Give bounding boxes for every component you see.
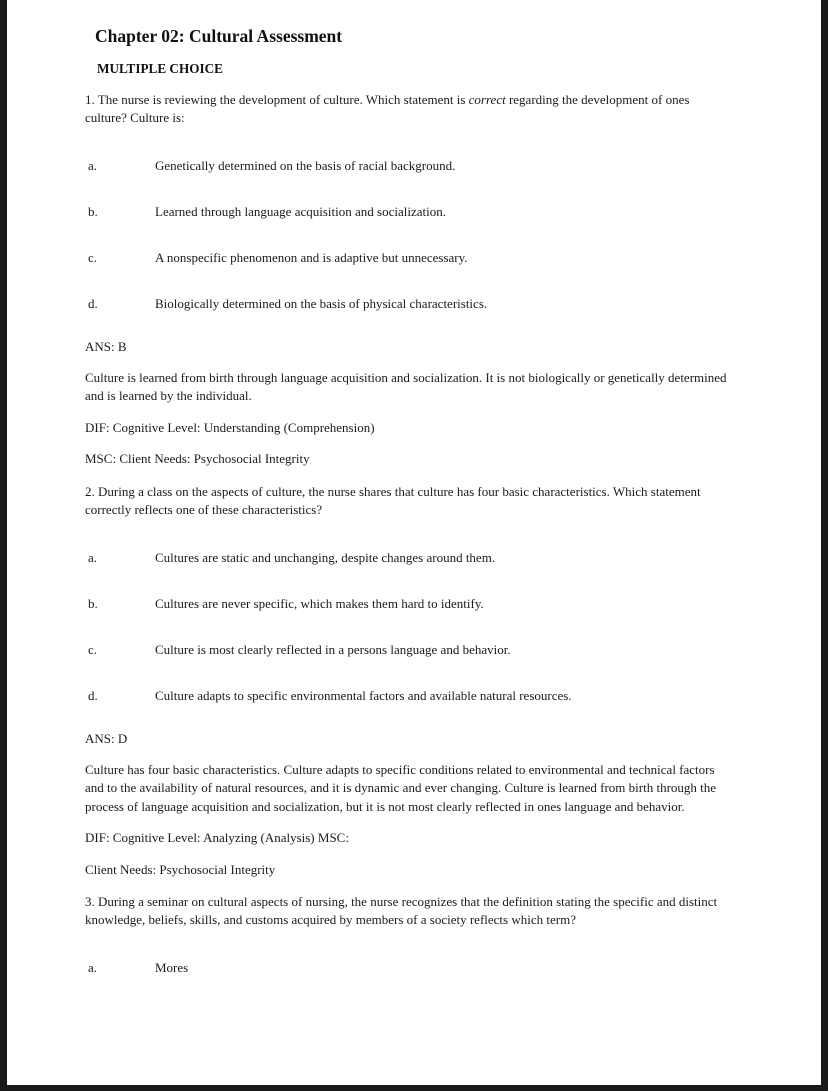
question-3-stem: 3. During a seminar on cultural aspects of nursing, the nurse recognizes that the definition stating the specific and distinct knowledge, beliefs, skills, and customs acquired by members of a society reflects which term?	[85, 894, 718, 928]
option-text: Cultures are static and unchanging, despite changes around them.	[155, 549, 496, 565]
option-letter: c.	[88, 641, 98, 657]
question-1-option-c	[85, 249, 728, 267]
question-2-option-b	[85, 595, 728, 613]
question-2	[85, 483, 728, 880]
question-2-option-a	[85, 549, 728, 567]
question-2-option-c	[85, 641, 728, 659]
question-3-option-a	[85, 959, 728, 977]
section-heading: MULTIPLE CHOICE	[97, 60, 223, 76]
question-1-rationale: Culture is learned from birth through language acquisition and socialization. It is not biologically or genetically determined and is learned by the individual.	[85, 369, 727, 404]
option-letter: a.	[88, 960, 98, 976]
option-letter: c.	[88, 249, 98, 265]
question-1-stem-italic: correct	[468, 91, 506, 107]
document-page	[7, 0, 821, 1085]
option-letter: a.	[88, 549, 98, 565]
option-text: Culture is most clearly reflected in a persons language and behavior.	[155, 641, 511, 657]
question-2-client-needs: Client Needs: Psychosocial Integrity	[85, 861, 276, 877]
question-2-option-d	[85, 687, 728, 705]
question-1-option-d	[85, 295, 728, 313]
question-1-option-a	[85, 157, 728, 175]
question-1-dif: DIF: Cognitive Level: Understanding (Comprehension)	[85, 419, 375, 435]
question-1-options	[85, 157, 728, 313]
question-2-dif: DIF: Cognitive Level: Analyzing (Analysis) MSC:	[85, 830, 349, 846]
option-text: Learned through language acquisition and socialization.	[155, 203, 446, 219]
question-1-stem	[85, 91, 728, 127]
question-3	[85, 893, 728, 977]
option-text: Genetically determined on the basis of racial background.	[155, 157, 456, 173]
question-1-answer: ANS: B	[85, 338, 127, 354]
question-1-option-b	[85, 203, 728, 221]
option-letter: b.	[88, 203, 98, 219]
question-2-stem: 2. During a class on the aspects of culture, the nurse shares that culture has four basic characteristics. Which statement correctly reflects one of these characteristics?	[85, 483, 701, 517]
question-1-stem-prefix: 1. The nurse is reviewing the development of culture. Which statement is	[85, 91, 469, 107]
option-text: A nonspecific phenomenon and is adaptive but unnecessary.	[155, 249, 468, 265]
option-text: Cultures are never specific, which makes them hard to identify.	[155, 595, 484, 611]
option-letter: a.	[88, 157, 98, 173]
question-2-options	[85, 549, 728, 705]
question-2-answer: ANS: D	[85, 730, 128, 746]
option-letter: d.	[88, 295, 98, 311]
chapter-title: Chapter 02: Cultural Assessment	[95, 26, 343, 46]
option-text: Biologically determined on the basis of physical characteristics.	[155, 295, 488, 311]
question-3-options	[85, 959, 728, 977]
question-1	[85, 91, 728, 469]
option-text: Culture adapts to specific environmental factors and available natural resources.	[155, 687, 572, 703]
question-1-stem-suffix: regarding the development of ones culture? Culture is:	[85, 91, 690, 125]
option-letter: b.	[88, 595, 98, 611]
option-text: Mores	[155, 960, 189, 976]
question-2-rationale: Culture has four basic characteristics. Culture adapts to specific conditions related to environmental and technical factors and to the availability of natural resources, and it is dynamic and ever changing. Culture is learned from birth through the process of language acquisition and socialization, but it is not most clearly reflected in ones language and behavior.	[85, 761, 717, 814]
option-letter: d.	[88, 687, 98, 703]
question-1-msc: MSC: Client Needs: Psychosocial Integrity	[85, 451, 310, 467]
